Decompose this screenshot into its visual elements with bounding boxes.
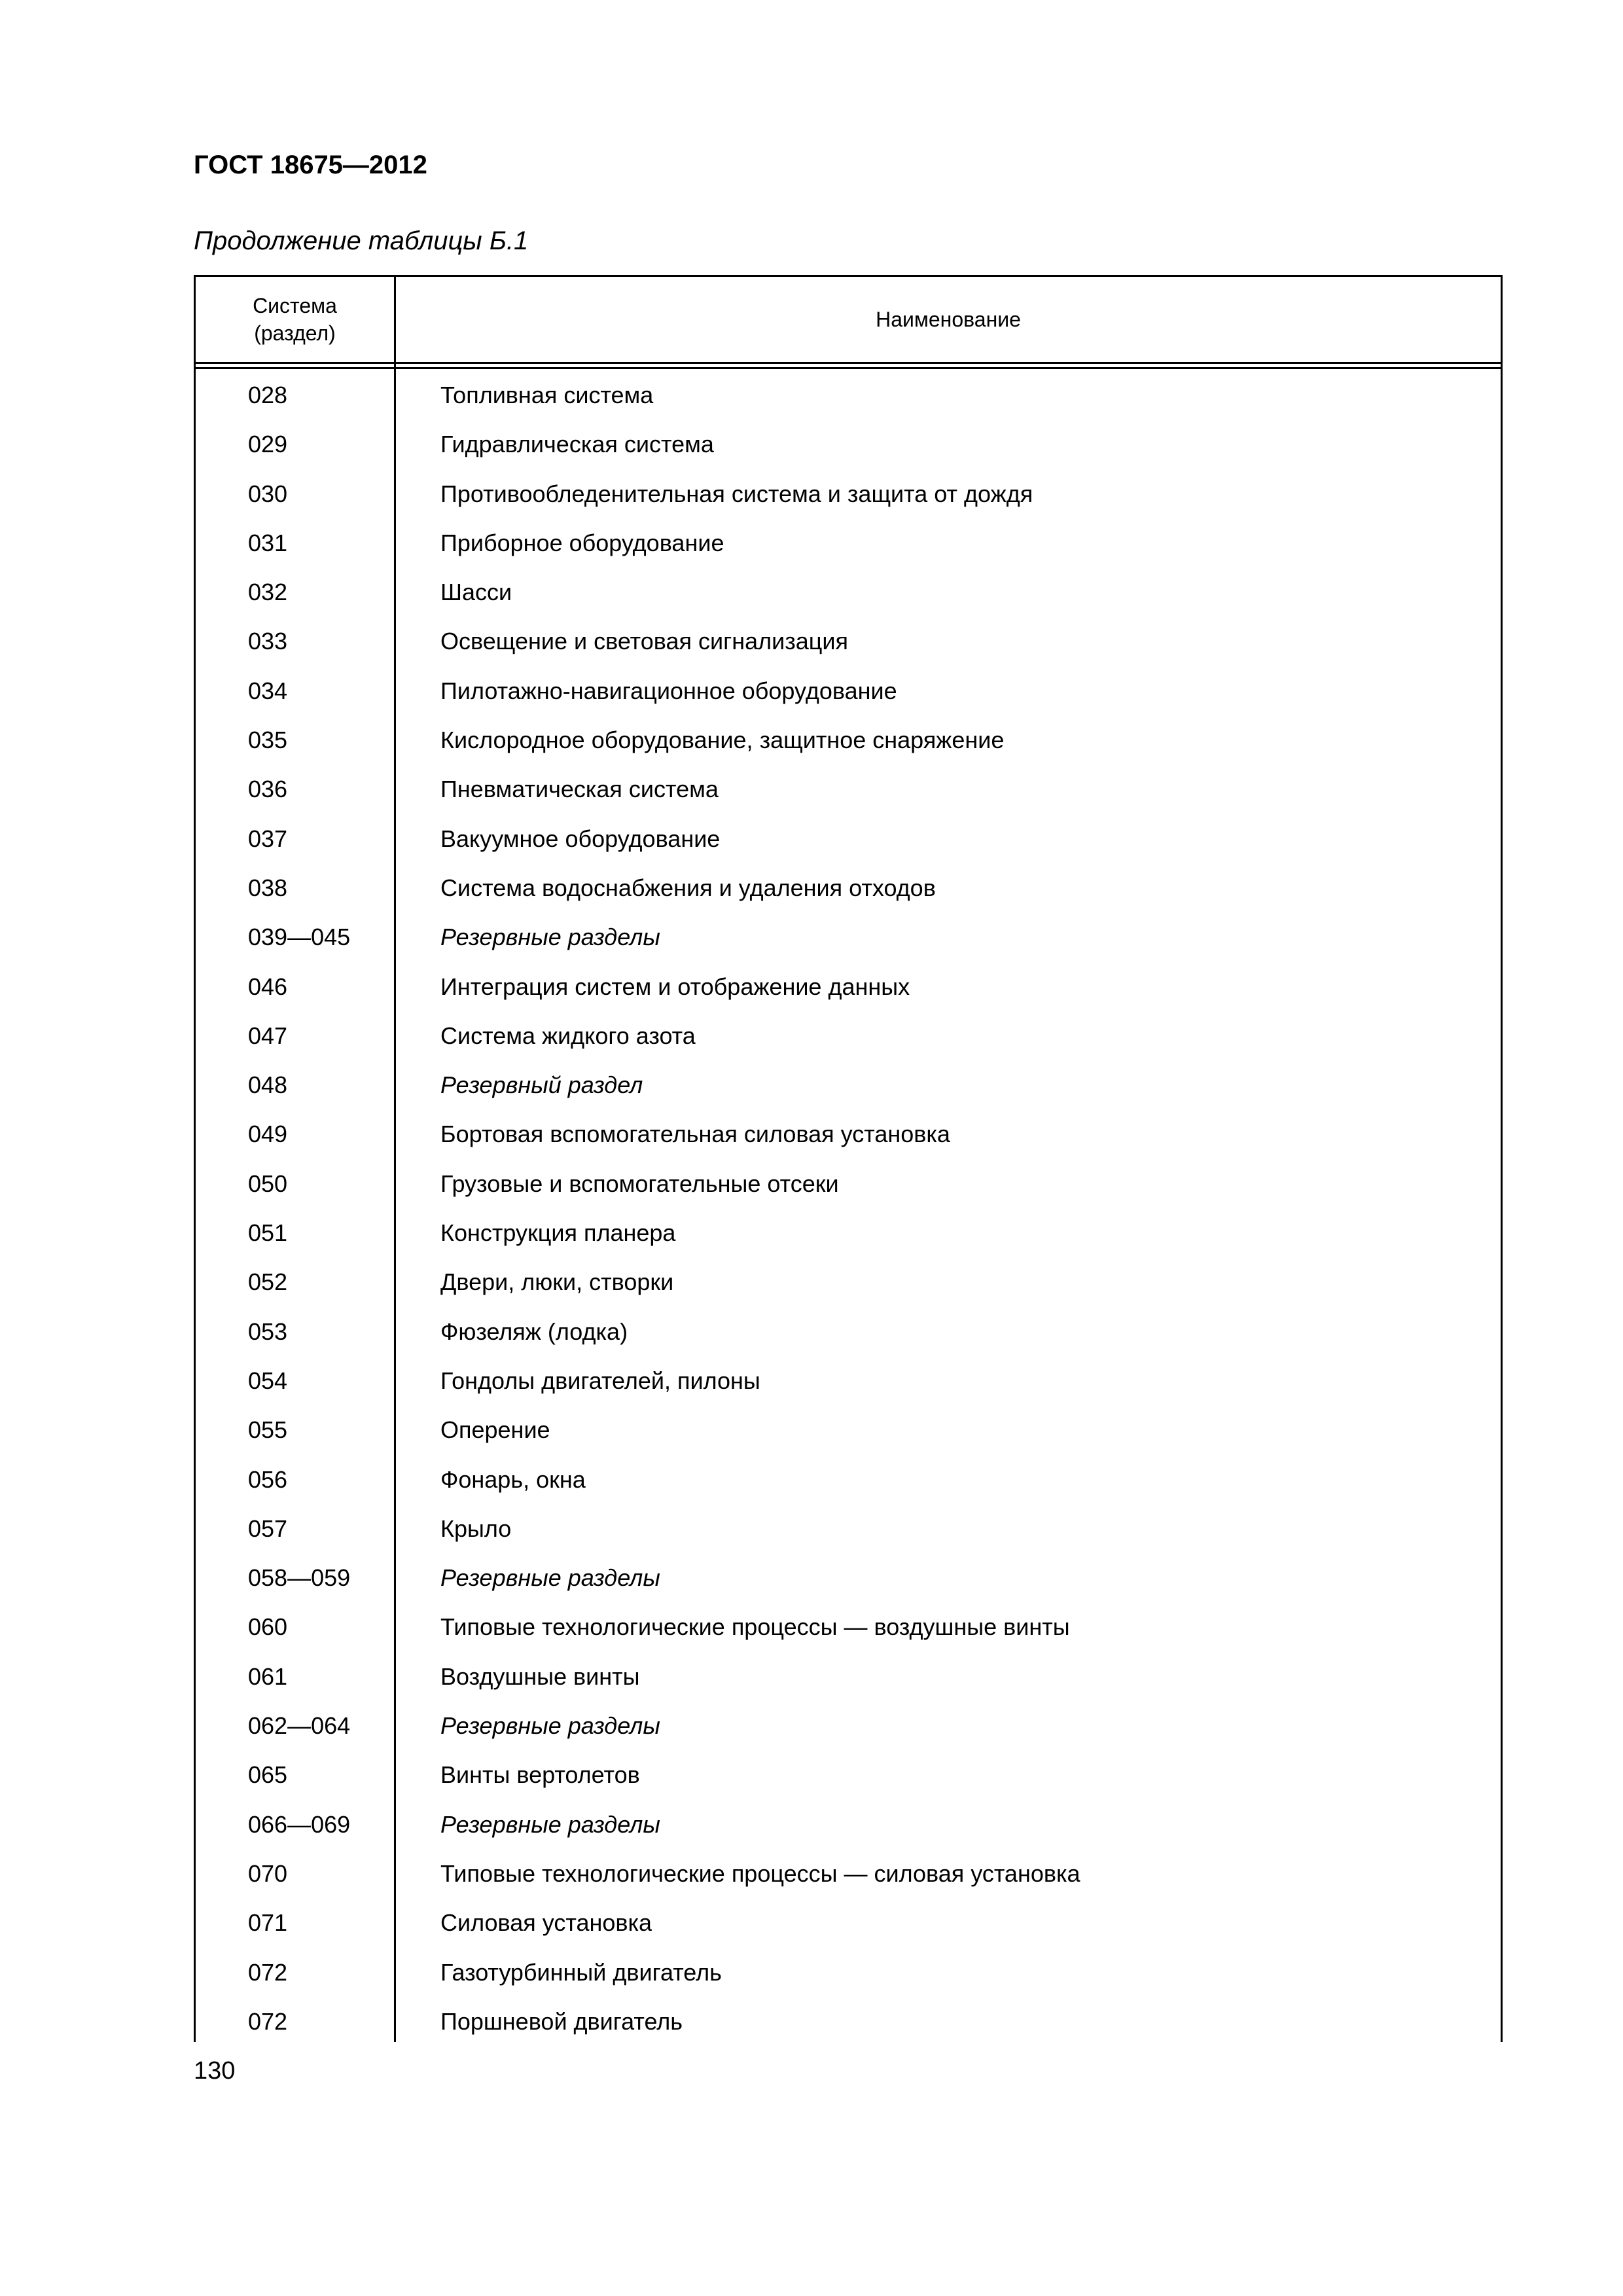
- row-code: 038: [248, 874, 288, 901]
- row-code: 057: [248, 1515, 288, 1542]
- table-row: [196, 1356, 1501, 1405]
- row-name: Приборное оборудование: [440, 529, 724, 556]
- row-code: 055: [248, 1416, 288, 1444]
- row-code: 048: [248, 1071, 288, 1099]
- table-row: [196, 1257, 1501, 1306]
- row-code: 070: [248, 1859, 288, 1887]
- row-name: Шасси: [440, 579, 512, 606]
- row-name: Резервные разделы: [440, 1564, 660, 1592]
- row-code: 028: [248, 382, 288, 408]
- row-name: Резервный раздел: [440, 1071, 643, 1099]
- row-name: Гидравлическая система: [440, 431, 714, 458]
- table-row: [196, 1898, 1501, 1947]
- table-row: [196, 764, 1501, 814]
- table-row: [196, 863, 1501, 912]
- row-code: 065: [248, 1761, 288, 1789]
- row-code: 032: [248, 579, 288, 606]
- table-row: [196, 1455, 1501, 1504]
- row-code: 039—045: [248, 924, 351, 951]
- table-row: [196, 1997, 1501, 2046]
- row-name: Винты вертолетов: [440, 1761, 640, 1789]
- table-row: [196, 1011, 1501, 1060]
- row-name: Типовые технологические процессы — силовая установка: [440, 1859, 1080, 1887]
- row-name: Двери, люки, створки: [440, 1268, 674, 1296]
- row-code: 062—064: [248, 1712, 351, 1740]
- row-name: Грузовые и вспомогательные отсеки: [440, 1170, 839, 1197]
- table-header: [196, 277, 1501, 364]
- row-code: 034: [248, 677, 288, 704]
- document-header: ГОСТ 18675—2012: [194, 151, 427, 179]
- table-row: [196, 1701, 1501, 1750]
- row-name: Резервные разделы: [440, 1712, 660, 1740]
- row-name: Фюзеляж (лодка): [440, 1318, 628, 1345]
- row-name: Вакуумное оборудование: [440, 825, 721, 852]
- table-row: [196, 1553, 1501, 1602]
- row-name: Кислородное оборудование, защитное снаряжение: [440, 726, 1005, 754]
- table-row: [196, 912, 1501, 961]
- table-row: [196, 814, 1501, 863]
- row-code: 051: [248, 1219, 288, 1247]
- row-name: Интеграция систем и отображение данных: [440, 973, 910, 1000]
- table-row: [196, 715, 1501, 764]
- row-code: 050: [248, 1170, 288, 1197]
- table-row: [196, 1109, 1501, 1158]
- row-code: 071: [248, 1909, 288, 1937]
- row-code: 033: [248, 628, 288, 655]
- table-row: [196, 1750, 1501, 1799]
- table-row: [196, 1060, 1501, 1109]
- row-code: 058—059: [248, 1564, 351, 1592]
- row-name: Система жидкого азота: [440, 1022, 696, 1049]
- systems-table: [194, 275, 1503, 2042]
- table-row: [196, 420, 1501, 469]
- row-name: Пневматическая система: [440, 776, 719, 803]
- row-code: 072: [248, 2007, 288, 2035]
- row-code: 047: [248, 1022, 288, 1049]
- row-code: 052: [248, 1268, 288, 1296]
- header-double-rule: [196, 367, 1501, 369]
- row-name: Типовые технологические процессы — воздушные винты: [440, 1613, 1070, 1641]
- row-code: 037: [248, 825, 288, 852]
- table-row: [196, 1652, 1501, 1701]
- row-name: Пилотажно-навигационное оборудование: [440, 677, 897, 704]
- table-row: [196, 1307, 1501, 1356]
- row-name: Газотурбинный двигатель: [440, 1958, 722, 1986]
- table-row: [196, 1159, 1501, 1208]
- table-row: [196, 469, 1501, 518]
- row-name: Воздушные винты: [440, 1662, 640, 1690]
- row-name: Топливная система: [440, 382, 654, 408]
- header-name: Наименование: [876, 308, 1021, 331]
- row-code: 030: [248, 480, 288, 507]
- row-name: Система водоснабжения и удаления отходов: [440, 874, 936, 901]
- row-code: 066—069: [248, 1810, 351, 1838]
- table-row: [196, 666, 1501, 715]
- row-name: Гондолы двигателей, пилоны: [440, 1367, 760, 1394]
- row-name: Поршневой двигатель: [440, 2007, 683, 2035]
- table-body: [196, 370, 1501, 2046]
- row-code: 054: [248, 1367, 288, 1394]
- row-code: 072: [248, 1958, 288, 1986]
- table-row: [196, 1208, 1501, 1257]
- row-code: 035: [248, 726, 288, 754]
- table-row: [196, 1504, 1501, 1553]
- table-row: [196, 617, 1501, 666]
- row-name: Конструкция планера: [440, 1219, 676, 1247]
- header-code: Система (раздел): [253, 294, 337, 345]
- row-name: Фонарь, окна: [440, 1465, 586, 1493]
- page-number: 130: [194, 2057, 236, 2085]
- row-code: 056: [248, 1465, 288, 1493]
- row-code: 061: [248, 1662, 288, 1690]
- table-row: [196, 567, 1501, 617]
- row-code: 029: [248, 431, 288, 458]
- row-name: Противообледенительная система и защита от дождя: [440, 480, 1033, 507]
- table-row: [196, 1948, 1501, 1997]
- row-name: Оперение: [440, 1416, 550, 1444]
- row-name: Бортовая вспомогательная силовая установка: [440, 1121, 950, 1148]
- table-row: [196, 370, 1501, 420]
- row-code: 060: [248, 1613, 288, 1641]
- row-name: Резервные разделы: [440, 1810, 660, 1838]
- row-name: Крыло: [440, 1515, 512, 1542]
- table-row: [196, 518, 1501, 567]
- row-name: Силовая установка: [440, 1909, 652, 1937]
- row-code: 036: [248, 776, 288, 803]
- row-name: Освещение и световая сигнализация: [440, 628, 849, 655]
- table-caption: Продолжение таблицы Б.1: [194, 226, 529, 255]
- row-code: 049: [248, 1121, 288, 1148]
- table-row: [196, 962, 1501, 1011]
- row-name: Резервные разделы: [440, 924, 660, 951]
- table-row: [196, 1405, 1501, 1454]
- table-row: [196, 1800, 1501, 1849]
- row-code: 046: [248, 973, 288, 1000]
- row-code: 031: [248, 529, 288, 556]
- table-row: [196, 1849, 1501, 1898]
- row-code: 053: [248, 1318, 288, 1345]
- table-row: [196, 1602, 1501, 1651]
